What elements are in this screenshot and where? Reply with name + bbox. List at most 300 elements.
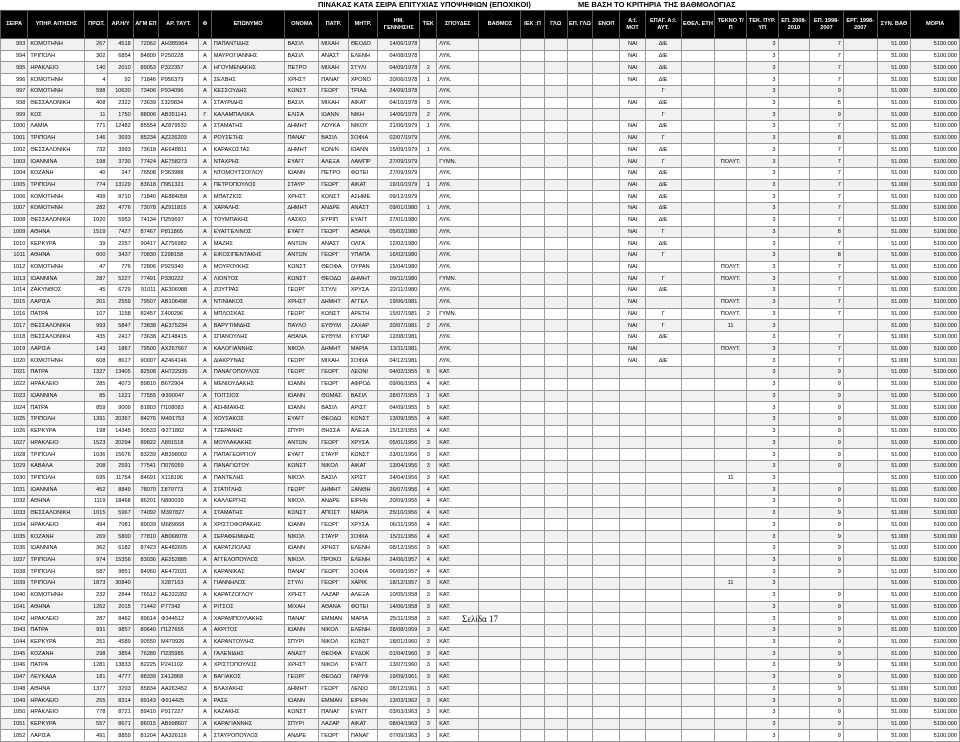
table-cell: 7: [810, 261, 844, 273]
table-cell: Α: [199, 484, 212, 496]
table-cell: ΚΑΡΑΝΙΚΑΣ: [211, 566, 285, 578]
table-cell: ΒΑΣΙΛ: [319, 132, 349, 144]
column-header: ΕΠΩΝΥΜΟ: [211, 11, 285, 39]
table-cell: 51.000: [877, 367, 911, 379]
table-cell: [544, 460, 567, 472]
table-cell: Γ: [645, 226, 681, 238]
table-cell: [593, 214, 620, 226]
table-cell: 3: [746, 706, 778, 718]
table-cell: 51.000: [877, 648, 911, 660]
table-cell: [567, 531, 592, 543]
table-cell: [593, 695, 620, 707]
table-cell: ΙΩΑΝΝ: [285, 402, 319, 414]
table-cell: [567, 414, 592, 426]
table-cell: [521, 636, 544, 648]
table-cell: ΚΑΤ.: [437, 437, 479, 449]
table-cell: [544, 472, 567, 484]
table-cell: ΝΑΙ: [620, 132, 645, 144]
table-cell: [810, 472, 844, 484]
table-cell: 27/09/1979: [378, 156, 420, 168]
table-cell: ΛΥΚ.: [437, 179, 479, 191]
table-row: [1, 390, 960, 402]
table-cell: [843, 706, 877, 718]
table-cell: ΦΩΤΕΙ: [348, 601, 378, 613]
table-cell: 5100.000: [911, 636, 960, 648]
table-cell: [521, 472, 544, 484]
table-cell: ΚΑΤ.: [437, 378, 479, 390]
table-cell: 3: [746, 519, 778, 531]
table-cell: ΚΑΤ.: [437, 648, 479, 660]
table-cell: 51.000: [877, 156, 911, 168]
table-cell: [593, 402, 620, 414]
table-cell: ΙΩΑΝΝΙΝΑ: [28, 390, 85, 402]
table-cell: 7: [810, 62, 844, 74]
table-cell: ΠΑΤΡΑ: [28, 367, 85, 379]
table-cell: 598: [85, 85, 108, 97]
table-cell: 9851: [108, 566, 133, 578]
table-cell: [567, 238, 592, 250]
table-cell: 1002: [1, 144, 28, 156]
table-cell: [593, 132, 620, 144]
table-cell: 5100.000: [911, 97, 960, 109]
table-cell: 28/08/1959: [378, 624, 420, 636]
table-cell: 7: [810, 50, 844, 62]
table-cell: [544, 167, 567, 179]
table-cell: ΕΥΑΓΓ: [285, 156, 319, 168]
table-cell: [778, 402, 810, 414]
table-cell: [593, 62, 620, 74]
table-cell: [544, 390, 567, 402]
table-cell: [521, 156, 544, 168]
table-cell: 2: [420, 308, 437, 320]
table-cell: ΓΕΩΡΓ: [319, 566, 349, 578]
table-cell: [544, 121, 567, 133]
table-cell: [544, 414, 567, 426]
table-cell: [544, 285, 567, 297]
table-cell: 05/01/1956: [378, 437, 420, 449]
table-cell: ΙΩΑΝΝ: [319, 109, 349, 121]
table-cell: ΛΑΣΚΟ: [285, 214, 319, 226]
table-cell: ΧΡΗΣΤ: [319, 542, 349, 554]
table-cell: ΑΛΕΞΑ: [348, 425, 378, 437]
table-cell: 80640: [133, 624, 158, 636]
table-cell: 51.000: [877, 390, 911, 402]
table-cell: ΜΙΧΑΗ: [319, 97, 349, 109]
table-cell: 5100.000: [911, 566, 960, 578]
table-row: [1, 285, 960, 297]
table-cell: [645, 367, 681, 379]
table-cell: [715, 566, 747, 578]
table-cell: [681, 226, 715, 238]
table-cell: [521, 50, 544, 62]
table-cell: [778, 425, 810, 437]
table-cell: 5967: [108, 507, 133, 519]
table-cell: [843, 132, 877, 144]
table-cell: [681, 660, 715, 672]
table-cell: ∆ΗΜΗΤ: [285, 203, 319, 215]
table-cell: [567, 402, 592, 414]
table-cell: [843, 296, 877, 308]
table-cell: 15/12/1955: [378, 425, 420, 437]
table-cell: [521, 578, 544, 590]
table-cell: ΓΕΩΡΓ: [285, 308, 319, 320]
table-cell: [593, 39, 620, 51]
table-cell: ∆ΙΕ: [645, 121, 681, 133]
table-cell: ΧΡΗΣΤ: [285, 660, 319, 672]
table-cell: [567, 273, 592, 285]
table-cell: [645, 472, 681, 484]
table-cell: [715, 144, 747, 156]
table-cell: 89614: [133, 613, 158, 625]
table-row: [1, 671, 960, 683]
table-cell: 9: [810, 718, 844, 730]
table-cell: ΠΑΤΡΑ: [28, 660, 85, 672]
table-cell: Α: [199, 554, 212, 566]
table-cell: [681, 109, 715, 121]
table-cell: 1: [420, 121, 437, 133]
table-cell: 1042: [1, 613, 28, 625]
table-cell: ΙΩΑΝΝΙΝΑ: [28, 273, 85, 285]
table-cell: ΚΑΤ.: [437, 425, 479, 437]
table-cell: 3: [746, 109, 778, 121]
table-cell: [681, 74, 715, 86]
table-cell: [843, 390, 877, 402]
table-row: [1, 249, 960, 261]
table-cell: ΕΙΚΟΣΙΠΕΝΤΑΚΗΣ: [211, 249, 285, 261]
table-cell: [645, 683, 681, 695]
table-cell: 5100.000: [911, 472, 960, 484]
table-cell: ΓΕΩΡΓ: [285, 285, 319, 297]
table-cell: [778, 390, 810, 402]
table-cell: Χ287163: [159, 578, 199, 590]
table-cell: [645, 648, 681, 660]
table-cell: 3: [746, 85, 778, 97]
table-cell: ΜΙΧΑΗ: [319, 62, 349, 74]
table-cell: [544, 355, 567, 367]
table-cell: [521, 437, 544, 449]
column-header: ΗΜ. ΓΕΝΝΗΣΗΣ: [378, 11, 420, 39]
table-cell: [521, 378, 544, 390]
table-cell: ΣΤΑΜΑΤΗΣ: [211, 121, 285, 133]
table-cell: 51.000: [877, 519, 911, 531]
table-cell: 89410: [133, 706, 158, 718]
table-cell: [843, 238, 877, 250]
table-cell: ΝΑΙ: [620, 97, 645, 109]
table-cell: ΚΑΒΑΛΑ: [28, 460, 85, 472]
table-cell: 51.000: [877, 308, 911, 320]
table-cell: 1016: [1, 308, 28, 320]
table-cell: 7: [810, 273, 844, 285]
table-cell: [567, 167, 592, 179]
table-cell: ΖΟΥΤΡΑΣ: [211, 285, 285, 297]
table-cell: [521, 296, 544, 308]
table-cell: Α: [199, 636, 212, 648]
table-cell: 1015: [85, 507, 108, 519]
table-cell: [715, 624, 747, 636]
table-cell: [544, 437, 567, 449]
table-cell: ΕΥΡΙΠ: [319, 214, 349, 226]
table-cell: 84960: [133, 566, 158, 578]
table-cell: [593, 85, 620, 97]
table-cell: [544, 179, 567, 191]
table-cell: [715, 589, 747, 601]
table-cell: 51.000: [877, 578, 911, 590]
table-row: [1, 542, 960, 554]
table-cell: [715, 249, 747, 261]
table-cell: 3: [746, 730, 778, 742]
table-row: [1, 320, 960, 332]
table-cell: [479, 730, 521, 742]
table-cell: 5100.000: [911, 308, 960, 320]
table-row: [1, 273, 960, 285]
table-cell: ΝΑΙ: [620, 214, 645, 226]
table-cell: [567, 331, 592, 343]
table-cell: [593, 507, 620, 519]
table-cell: ΒΑΣΙΛ: [285, 50, 319, 62]
table-cell: [715, 121, 747, 133]
table-cell: ΚΩΝΣΤ: [319, 191, 349, 203]
table-cell: 3: [746, 613, 778, 625]
table-cell: ΚΩΝΣΤ: [285, 507, 319, 519]
table-cell: ΚΑΡΑΝΤΟΥΛΗΣ: [211, 636, 285, 648]
table-cell: ΘΕΟΦΑ: [319, 261, 349, 273]
table-cell: [521, 249, 544, 261]
table-cell: [620, 460, 645, 472]
table-cell: 1018: [1, 331, 28, 343]
table-cell: 3: [746, 484, 778, 496]
table-cell: 9: [810, 85, 844, 97]
table-cell: [521, 390, 544, 402]
column-header: ΥΠΗΡ. ΑΙΤΗΣΗΣ: [28, 11, 85, 39]
table-cell: [420, 331, 437, 343]
table-cell: [715, 554, 747, 566]
table-cell: 9: [810, 566, 844, 578]
table-cell: 5100.000: [911, 343, 960, 355]
table-cell: [645, 718, 681, 730]
table-cell: [778, 695, 810, 707]
table-cell: 11: [715, 320, 747, 332]
table-cell: 2559: [108, 296, 133, 308]
table-cell: 73639: [133, 97, 158, 109]
table-row: [1, 331, 960, 343]
table-cell: ∆ΙΑΚΡΥΝΑΣ: [211, 355, 285, 367]
table-cell: 09/11/1980: [378, 273, 420, 285]
table-cell: 5100.000: [911, 601, 960, 613]
table-cell: 993: [1, 39, 28, 51]
table-cell: [778, 589, 810, 601]
table-cell: ΠΑΝΑΓΙΩΤΟΥ: [211, 460, 285, 472]
table-cell: Ρ322357: [159, 62, 199, 74]
table-cell: [681, 496, 715, 508]
table-cell: ΓΕΩΡΓ: [285, 484, 319, 496]
table-cell: 77491: [133, 273, 158, 285]
table-cell: [521, 425, 544, 437]
table-cell: 1: [420, 390, 437, 402]
table-cell: [521, 331, 544, 343]
table-cell: 4: [420, 414, 437, 426]
table-cell: [620, 671, 645, 683]
table-cell: ΑΘΗΝΑ: [28, 249, 85, 261]
table-cell: 3: [746, 695, 778, 707]
table-cell: 5100.000: [911, 589, 960, 601]
table-cell: [593, 449, 620, 461]
table-cell: ΝΙΚΟΛ: [319, 660, 349, 672]
table-cell: ΝΑΙ: [620, 39, 645, 51]
table-cell: [681, 39, 715, 51]
table-cell: [681, 214, 715, 226]
table-cell: [479, 109, 521, 121]
table-cell: [521, 85, 544, 97]
table-cell: [521, 97, 544, 109]
table-cell: ΓΑΡΥΦ: [348, 671, 378, 683]
table-cell: [544, 496, 567, 508]
table-cell: 1523: [85, 437, 108, 449]
table-row: [1, 507, 960, 519]
table-cell: 3: [746, 74, 778, 86]
table-cell: 20294: [108, 437, 133, 449]
table-cell: 9: [810, 402, 844, 414]
table-cell: [521, 320, 544, 332]
table-cell: 5100.000: [911, 531, 960, 543]
table-cell: [645, 554, 681, 566]
table-cell: Α: [199, 648, 212, 660]
table-row: [1, 496, 960, 508]
table-cell: 51.000: [877, 507, 911, 519]
table-cell: 146: [85, 132, 108, 144]
table-cell: ΛΥΚ.: [437, 296, 479, 308]
table-cell: 994: [1, 50, 28, 62]
table-cell: [521, 285, 544, 297]
table-cell: [567, 718, 592, 730]
table-row: [1, 50, 960, 62]
table-cell: ΚΟΖΑΝΗ: [28, 531, 85, 543]
table-cell: 3: [746, 648, 778, 660]
table-cell: 20/06/1978: [378, 74, 420, 86]
table-cell: 82225: [133, 660, 158, 672]
table-cell: ΣΤΑΥΡ: [319, 449, 349, 461]
table-cell: [778, 730, 810, 742]
table-cell: ΑΒ106498: [159, 296, 199, 308]
table-cell: 39: [85, 238, 108, 250]
table-cell: 04/08/1978: [378, 50, 420, 62]
table-cell: 4: [420, 554, 437, 566]
table-cell: 8721: [108, 706, 133, 718]
table-cell: [544, 85, 567, 97]
table-cell: [681, 718, 715, 730]
table-cell: 13833: [108, 660, 133, 672]
table-cell: [593, 531, 620, 543]
column-header: ΓΛΩ: [544, 11, 567, 39]
table-cell: ΛΥΚ.: [437, 144, 479, 156]
table-cell: ΛΥΚ.: [437, 62, 479, 74]
table-cell: 91011: [133, 285, 158, 297]
table-cell: ΛΙΟΝΤΟΣ: [211, 273, 285, 285]
table-cell: 18/12/1957: [378, 578, 420, 590]
table-row: [1, 718, 960, 730]
table-cell: [843, 730, 877, 742]
table-cell: [521, 531, 544, 543]
table-cell: 8617: [108, 355, 133, 367]
table-cell: [567, 226, 592, 238]
table-cell: [778, 285, 810, 297]
table-cell: [843, 531, 877, 543]
table-cell: ΝΑΙ: [620, 331, 645, 343]
table-cell: 79507: [133, 296, 158, 308]
table-row: [1, 660, 960, 672]
table-cell: ΓΕΩΡΓ: [319, 519, 349, 531]
table-cell: 2322: [108, 97, 133, 109]
table-cell: ΚΑΤ.: [437, 601, 479, 613]
table-cell: [479, 402, 521, 414]
table-cell: [843, 343, 877, 355]
table-cell: 5100.000: [911, 414, 960, 426]
table-cell: ΚΥΠΑΡ: [348, 331, 378, 343]
table-cell: [593, 414, 620, 426]
table-cell: ΚΑΛΑΜΠΑΛΙΚΑ: [211, 109, 285, 121]
table-cell: ΝΑΙ: [620, 50, 645, 62]
table-cell: ΑΖ879532: [159, 121, 199, 133]
table-cell: [479, 449, 521, 461]
table-row: [1, 484, 960, 496]
table-cell: 51.000: [877, 355, 911, 367]
table-cell: Α: [199, 695, 212, 707]
table-cell: [843, 496, 877, 508]
table-cell: ΒΑΓΙΑΚΟΣ: [211, 671, 285, 683]
table-cell: [479, 566, 521, 578]
table-cell: 5100.000: [911, 39, 960, 51]
table-cell: 3: [420, 636, 437, 648]
table-body: [1, 39, 960, 742]
table-cell: [521, 519, 544, 531]
table-row: [1, 132, 960, 144]
table-cell: [593, 121, 620, 133]
table-cell: 9: [810, 706, 844, 718]
table-cell: 9: [810, 437, 844, 449]
table-cell: 7: [810, 156, 844, 168]
table-cell: ΕΛΕΝΗ: [348, 542, 378, 554]
table-cell: [715, 636, 747, 648]
table-cell: [681, 636, 715, 648]
table-cell: [778, 671, 810, 683]
table-cell: Α: [199, 50, 212, 62]
column-header: Α:Ι. ΜΟΤ: [620, 11, 645, 39]
table-cell: [843, 566, 877, 578]
table-cell: 995: [1, 62, 28, 74]
table-cell: ΕΛΕΝΗ: [348, 624, 378, 636]
table-cell: [645, 636, 681, 648]
table-cell: ΓΙΑΝΝΗΛΟΣ: [211, 578, 285, 590]
table-cell: [843, 425, 877, 437]
table-cell: [843, 472, 877, 484]
table-cell: [620, 624, 645, 636]
table-cell: 9: [810, 542, 844, 554]
column-header: ΜΗΤΡ.: [348, 11, 378, 39]
table-cell: [843, 62, 877, 74]
table-cell: Α: [199, 683, 212, 695]
table-cell: [567, 74, 592, 86]
table-cell: ΒΑΣΙΛ: [285, 39, 319, 51]
table-cell: 3854: [108, 648, 133, 660]
table-cell: [843, 109, 877, 121]
table-cell: ΚΑΡΑΤΖΙΟΛΑΣ: [211, 542, 285, 554]
table-cell: [544, 50, 567, 62]
table-cell: 21/06/1979: [378, 121, 420, 133]
table-cell: ΚΟΜΟΤΗΝΗ: [28, 85, 85, 97]
table-cell: ∆ΗΜΗΤ: [285, 683, 319, 695]
table-cell: 13405: [108, 367, 133, 379]
table-cell: ΠΕΤΡΟΠΟΥΛΟΣ: [211, 179, 285, 191]
table-cell: Φ344512: [159, 613, 199, 625]
